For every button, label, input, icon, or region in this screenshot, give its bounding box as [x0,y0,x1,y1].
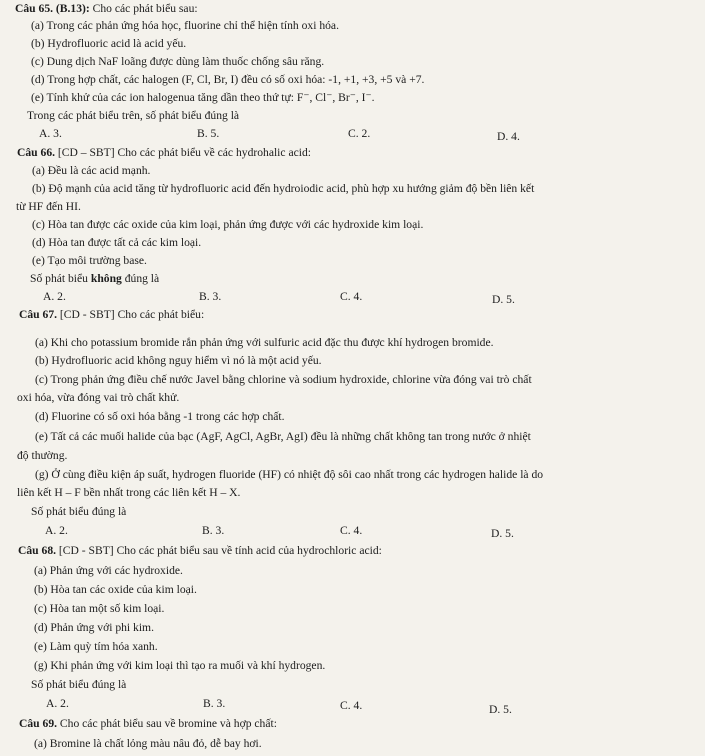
q66-number: Câu 66. [17,146,56,159]
q68-statement-c: (c) Hòa tan một số kim loại. [34,602,165,615]
q66-question-pre: Số phát biểu [30,272,88,285]
q67-option-b[interactable]: B. 3. [202,524,225,537]
q66-question-bold: không [90,272,122,285]
q65-statement-e: (e) Tính khử của các ion halogenua tăng dần theo thứ tự: F⁻, Cl⁻, Br⁻, I⁻. [31,91,375,104]
q66-option-d[interactable]: D. 5. [492,293,515,306]
q67-statement-d: (d) Fluorine có số oxi hóa bằng -1 trong các hợp chất. [35,410,285,423]
q66-question [30,273,159,285]
q67-statement-e-cont: độ thường. [17,449,68,462]
q67-statement-c-cont: oxi hóa, vừa đóng vai trò chất khử. [17,391,180,404]
q66-statement-e: (e) Tạo môi trường base. [32,254,147,267]
q68-stem: Cho các phát biểu sau về tính acid của hydrochloric acid: [116,544,382,557]
q67-tag: [CD - SBT] [59,308,115,321]
q67-header [19,309,204,321]
q66-statement-c: (c) Hòa tan được các oxide của kim loại, phản ứng được với các hydroxide kim loại. [32,218,424,231]
q68-tag: [CD - SBT] [58,544,114,557]
q69-header [19,718,277,730]
q66-question-post: đúng là [124,272,160,285]
q65-option-d[interactable]: D. 4. [497,130,520,143]
q67-question: Số phát biểu đúng là [31,505,127,518]
q67-statement-c: (c) Trong phản ứng điều chế nước Javel bằng chlorine và sodium hydroxide, chlorine vừa đóng vai trò chất [35,373,532,386]
q66-tag: [CD – SBT] [57,146,115,159]
q69-stem: Cho các phát biểu sau về bromine và hợp chất: [59,717,277,730]
q68-option-c[interactable]: C. 4. [340,699,363,712]
q65-header [15,3,198,15]
q66-statement-a: (a) Đều là các acid mạnh. [32,164,151,177]
q69-statement-a: (a) Bromine là chất lỏng màu nâu đỏ, dễ bay hơi. [34,737,262,750]
q67-statement-e: (e) Tất cả các muối halide của bạc (AgF, AgCl, AgBr, AgI) đều là những chất không tan trong nước ở nhiệt [35,430,531,443]
q68-option-b[interactable]: B. 3. [203,697,226,710]
q66-statement-d: (d) Hòa tan được tất cả các kim loại. [32,236,202,249]
q66-statement-b-cont: từ HF đến HI. [16,200,81,213]
q67-option-a[interactable]: A. 2. [45,524,68,537]
q65-option-b[interactable]: B. 5. [197,127,220,140]
q67-option-d[interactable]: D. 5. [491,527,514,540]
q65-option-a[interactable]: A. 3. [39,127,62,140]
q67-statement-g: (g) Ở cùng điều kiện áp suất, hydrogen fluoride (HF) có nhiệt độ sôi cao nhất trong các hydrogen halide là do [35,468,544,481]
q65-question: Trong các phát biểu trên, số phát biểu đúng là [27,109,240,122]
q68-number: Câu 68. [18,544,57,557]
q66-option-c[interactable]: C. 4. [340,290,363,303]
q65-statement-a: (a) Trong các phản ứng hóa học, fluorine chỉ thể hiện tính oxi hóa. [31,19,339,32]
q65-statement-b: (b) Hydrofluoric acid là acid yếu. [31,37,187,50]
q68-statement-e: (e) Làm quỳ tím hóa xanh. [34,640,158,653]
q65-number: Câu 65. [15,2,54,15]
q65-tag: (B.13): [55,2,90,15]
q68-question: Số phát biểu đúng là [31,678,127,691]
q68-option-d[interactable]: D. 5. [489,703,512,716]
q69-number: Câu 69. [19,717,58,730]
q68-option-a[interactable]: A. 2. [46,697,69,710]
q68-statement-d: (d) Phản ứng với phi kim. [34,621,154,634]
q67-statement-g-cont: liên kết H – F bền nhất trong các liên kết H – X. [17,486,241,499]
q68-statement-b: (b) Hòa tan các oxide của kim loại. [34,583,197,596]
q65-stem: Cho các phát biểu sau: [92,2,198,15]
q66-option-b[interactable]: B. 3. [199,290,222,303]
q67-statement-b: (b) Hydrofluoric acid không nguy hiểm vì nó là một acid yếu. [35,354,322,367]
q67-option-c[interactable]: C. 4. [340,524,363,537]
q67-statement-a: (a) Khi cho potassium bromide rắn phản ứng với sulfuric acid đặc thu được khí hydrogen bromide. [35,336,494,349]
q66-statement-b: (b) Độ mạnh của acid tăng từ hydrofluoric acid đến hydroiodic acid, phù hợp xu hướng giảm độ bền liên kết [32,182,535,195]
q66-stem: Cho các phát biểu về các hydrohalic acid: [117,146,311,159]
q67-number: Câu 67. [19,308,58,321]
q66-header [17,147,311,159]
q68-statement-g: (g) Khi phản ứng với kim loại thì tạo ra muối và khí hydrogen. [34,659,326,672]
q65-statement-c: (c) Dung dịch NaF loãng được dùng làm thuốc chống sâu răng. [31,55,325,68]
q66-option-a[interactable]: A. 2. [43,290,66,303]
q65-option-c[interactable]: C. 2. [348,127,371,140]
q65-statement-d: (d) Trong hợp chất, các halogen (F, Cl, Br, I) đều có số oxi hóa: -1, +1, +3, +5 và +7. [31,73,425,86]
q68-header [18,545,382,557]
q68-statement-a: (a) Phản ứng với các hydroxide. [34,564,183,577]
q67-stem: Cho các phát biểu: [117,308,205,321]
